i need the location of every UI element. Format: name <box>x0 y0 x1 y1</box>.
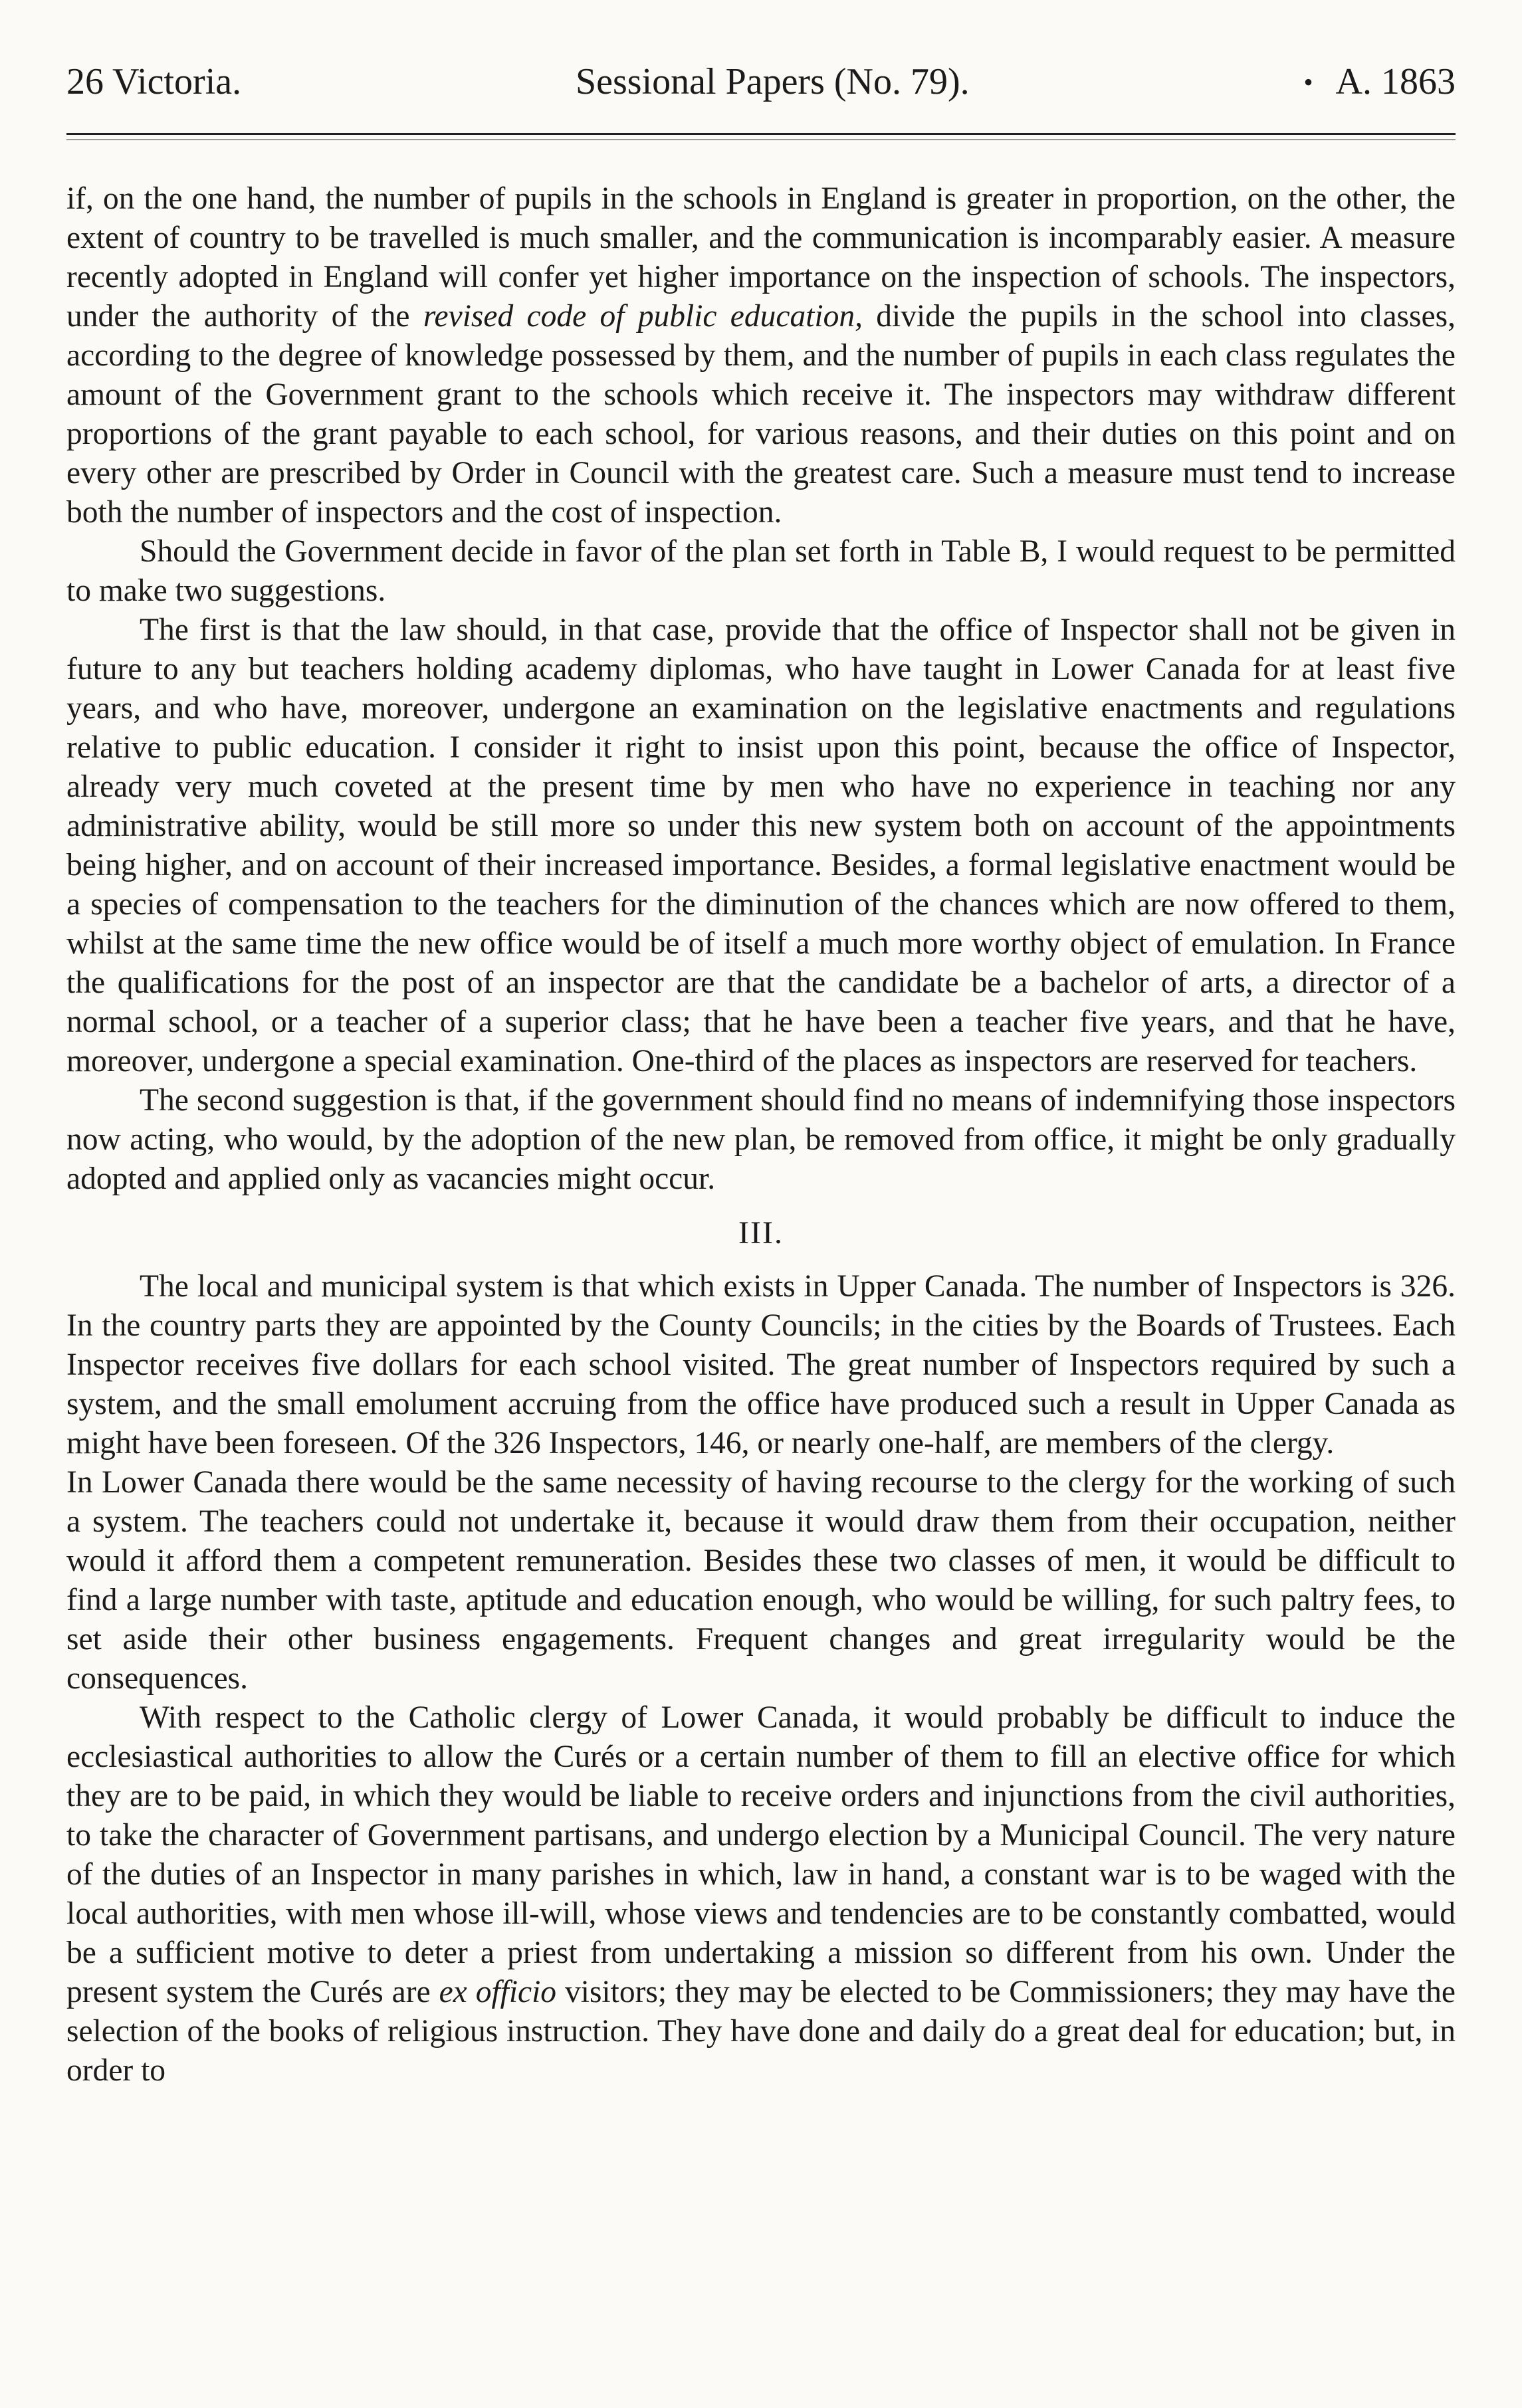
paragraph <box>66 1698 1456 2090</box>
header-bullet: • <box>1303 66 1313 97</box>
document-body <box>66 179 1456 2090</box>
paragraph <box>66 179 1456 532</box>
paragraph <box>66 1267 1456 1463</box>
running-header <box>66 52 1456 112</box>
paragraph-text: divide the pupils in the school into classes, according to the degree of knowledge possessed by them, and the number of pupils in each class regulates the amount of the Government grant to the schools which receive it. The inspectors may withdraw different proportions of the grant payable to each school, for various reasons, and their duties on this point and on every other are prescribed by Order in Council with the greatest care. Such a measure must tend to increase both the number of inspectors and the cost of inspection. <box>66 299 1456 530</box>
header-year: A. 1863 <box>1335 61 1456 102</box>
paragraph-text: With respect to the Catholic clergy of Lower Canada, it would probably be difficult to induce the ecclesiastical authorities to allow the Curés or a certain number of them to fill an elective office for which they are to be paid, in which they would be liable to receive orders and injunctions from the civil authorities, to take the character of Government partisans, and undergo election by a Municipal Council. The very nature of the duties of an Inspector in many parishes in which, law in hand, a constant war is to be waged with the local authorities, with men whose ill-will, whose views and tendencies are to be constantly combatted, would be a sufficient motive to deter a priest from undertaking a mission so different from his own. Under the present system the Curés are <box>66 1700 1456 2009</box>
paragraph <box>66 611 1456 1081</box>
paragraph-text: The first is that the law should, in that case, provide that the office of Inspector shall not be given in future to any but teachers holding academy diplomas, who have taught in Lower Canada for at least five years, and who have, moreover, undergone an examination on the legislative enactments and regulations relative to public education. I consider it right to insist upon this point, because the office of Inspector, already very much coveted at the present time by men who have no experience in teaching nor any administrative ability, would be still more so under this new system both on account of the appointments being higher, and on account of their increased importance. Besides, a formal legislative enactment would be a species of compensation to the teachers for the diminution of the chances which are now offered to them, whilst at the same time the new office would be of itself a much more worthy object of emulation. In France the qualifications for the post of an inspector are that the candidate be a bachelor of arts, a director of a normal school, or a teacher of a superior class; that he have been a teacher five years, and that he have, moreover, undergone a special examination. One-third of the places as inspectors are reserved for teachers. <box>66 613 1456 1078</box>
header-session: 26 Victoria. <box>66 61 242 102</box>
header-title: Sessional Papers (No. 79). <box>576 61 970 102</box>
paragraph-text: The local and municipal system is that which exists in Upper Canada. The number of Inspectors is 326. In the country parts they are appointed by the County Councils; in the cities by the Boards of Trustees. Each Inspector receives five dollars for each school visited. The great number of Inspectors required by such a system, and the small emolument accruing from the office have produced such a result in Upper Canada as might have been foreseen. Of the 326 Inspectors, 146, or nearly one-half, are members of the clergy. <box>66 1269 1456 1460</box>
header-right <box>1304 60 1456 103</box>
paragraph <box>66 1463 1456 1698</box>
paragraph-text: The second suggestion is that, if the government should find no means of indemnifying those inspectors now acting, who would, by the adoption of the new plan, be removed from office, it might be only gradually adopted and applied only as vacancies might occur. <box>66 1083 1456 1196</box>
paragraph-text: visitors; they may be elected to be Commissioners; they may have the selection of the books of religious instruction. They have done and daily do a great deal for education; but, in order to <box>66 1975 1456 2088</box>
italic-phrase: ex officio <box>439 1975 557 2009</box>
paragraph-text: if, on the one hand, the number of pupils in the schools in England is greater in proportion, on the other, the extent of country to be travelled is much smaller, and the communication is incomparably easier. A measure recently adopted in England will confer yet higher importance on the inspection of schools. The inspectors, under the authority of the <box>66 181 1456 334</box>
paragraph <box>66 1081 1456 1199</box>
paragraph-text: In Lower Canada there would be the same necessity of having recourse to the clergy for the working of such a system. The teachers could not undertake it, because it would draw them from their occupation, neither would it afford them a competent remuneration. Besides these two classes of men, it would be difficult to find a large number with taste, aptitude and education enough, who would be willing, for such paltry fees, to set aside their other business engagements. Frequent changes and great irregularity would be the consequences. <box>66 1465 1456 1696</box>
paragraph-text: Should the Government decide in favor of the plan set forth in Table B, I would request to be permitted to make two suggestions. <box>66 534 1456 608</box>
section-heading: III. <box>738 1215 784 1251</box>
header-rule-thick <box>66 133 1456 135</box>
italic-phrase: revised code of public education, <box>423 299 863 334</box>
paragraph <box>66 532 1456 611</box>
